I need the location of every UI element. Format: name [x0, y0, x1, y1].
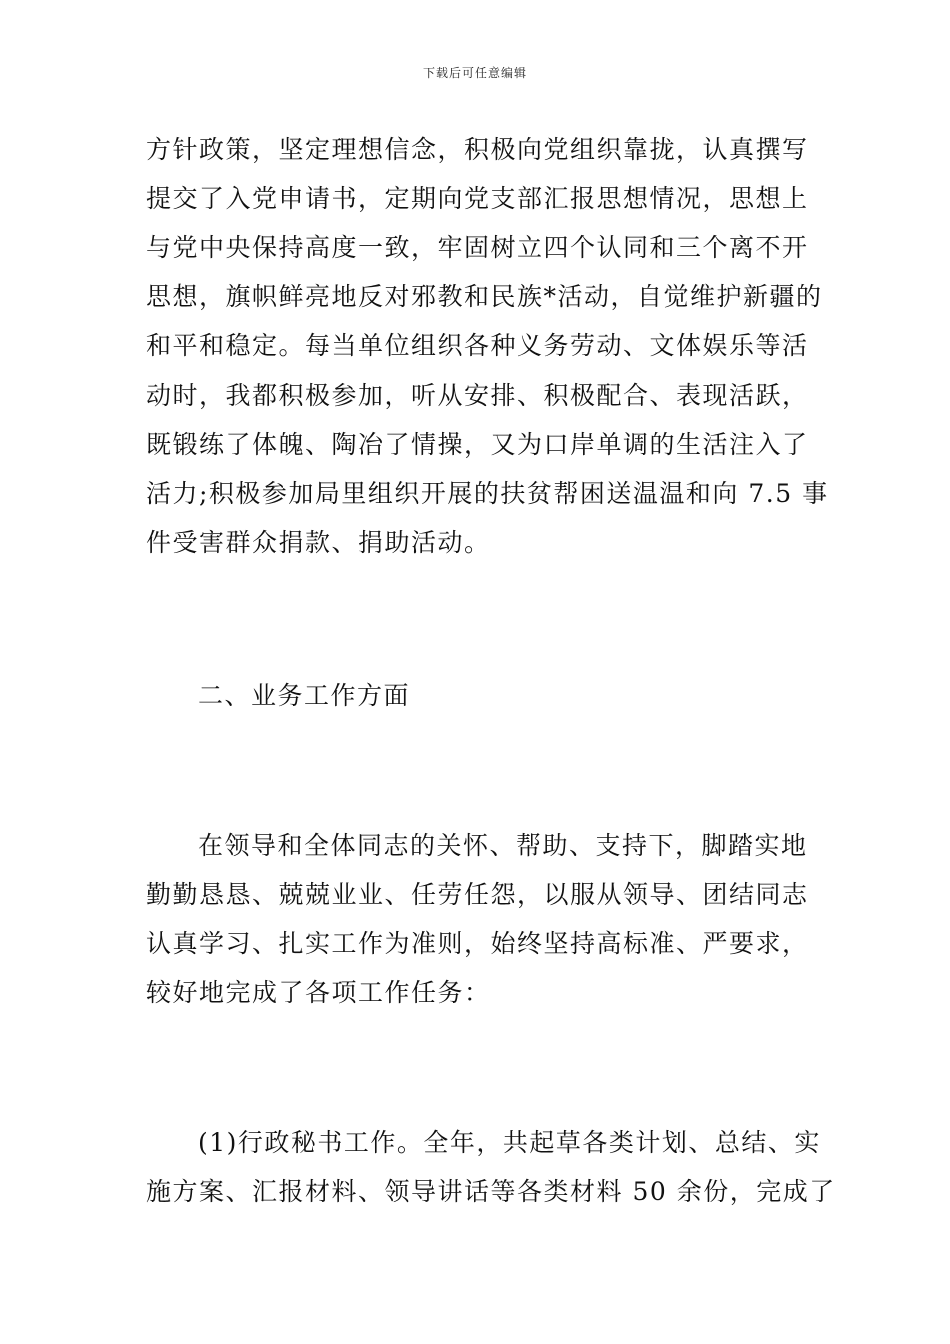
paragraph-line: 既锻练了体魄、陶冶了情操，又为口岸单调的生活注入了 [146, 430, 809, 459]
paragraph-line: 和平和稳定。每当单位组织各种义务劳动、文体娱乐等活 [146, 331, 809, 360]
paragraph-line: 活力;积极参加局里组织开展的扶贫帮困送温温和向 7.5 事 [146, 479, 829, 508]
paragraph-line: 提交了入党申请书，定期向党支部汇报思想情况，思想上 [146, 184, 809, 213]
paragraph-line: 施方案、汇报材料、领导讲话等各类材料 50 余份，完成了 [146, 1177, 836, 1206]
paragraph-line: 勤勤恳恳、兢兢业业、任劳任怨，以服从领导、团结同志 [146, 880, 809, 909]
paragraph-line: 思想，旗帜鲜亮地反对邪教和民族*活动，自觉维护新疆的 [146, 282, 823, 311]
paragraph-line: (1)行政秘书工作。全年，共起草各类计划、总结、实 [198, 1128, 821, 1157]
paragraph-line: 方针政策，坚定理想信念，积极向党组织靠拢，认真撰写 [146, 135, 809, 164]
paragraph-line: 动时，我都积极参加，听从安排、积极配合、表现活跃， [146, 381, 809, 410]
paragraph-line: 认真学习、扎实工作为准则，始终坚持高标准、严要求， [146, 929, 809, 958]
paragraph-line: 与党中央保持高度一致，牢固树立四个认同和三个离不开 [146, 233, 809, 262]
section-heading: 二、业务工作方面 [198, 681, 411, 710]
paragraph-line: 件受害群众捐款、捐助活动。 [146, 528, 491, 557]
page-header: 下载后可任意编辑 [422, 66, 527, 80]
paragraph-line: 在领导和全体同志的关怀、帮助、支持下，脚踏实地 [198, 831, 808, 860]
paragraph-line: 较好地完成了各项工作任务： [146, 978, 491, 1007]
